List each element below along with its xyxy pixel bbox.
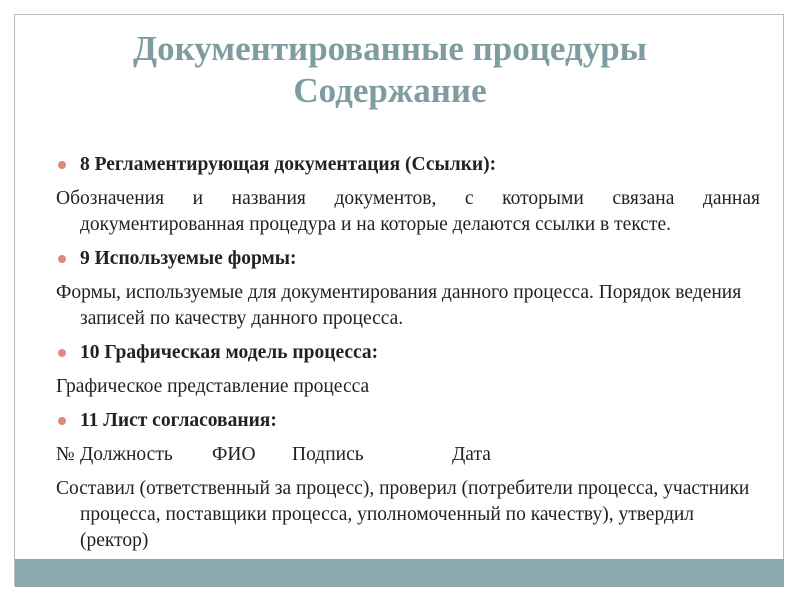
section-heading-text: 10 Графическая модель процесса:	[80, 342, 379, 363]
footer-bar	[15, 559, 784, 587]
section-heading-10	[56, 340, 760, 366]
section-text-8: Обозначения и названия документов, с которыми связана данная документированная процедура и на которые делаются ссылки в тексте.	[56, 188, 760, 235]
column-position: Должность	[80, 444, 173, 465]
section-heading-text: 8 Регламентирующая документация (Ссылки):	[80, 154, 497, 175]
bullet-icon	[58, 417, 66, 425]
section-heading-11	[56, 408, 760, 434]
column-number: №	[56, 444, 75, 465]
slide-content	[56, 152, 760, 562]
section-text-9: Формы, используемые для документирования данного процесса. Порядок ведения записей по качеству данного процесса.	[56, 282, 742, 329]
column-signature: Подпись	[292, 444, 364, 465]
signature-columns	[56, 442, 760, 468]
bullet-icon	[58, 161, 66, 169]
section-text-10: Графическое представление процесса	[56, 376, 370, 397]
section-heading-8	[56, 152, 760, 178]
slide-title	[40, 28, 740, 112]
title-line-1: Документированные процедуры	[133, 29, 647, 68]
bullet-icon	[58, 255, 66, 263]
section-heading-text: 9 Используемые формы:	[80, 248, 297, 269]
title-line-2: Содержание	[293, 71, 487, 110]
section-heading-text: 11 Лист согласования:	[80, 410, 277, 431]
bullet-icon	[58, 349, 66, 357]
section-heading-9	[56, 246, 760, 272]
section-text-11: Составил (ответственный за процесс), проверил (потребители процесса, участники процесса, поставщики процесса, уполномоченный по качеству), утвердил (ректор)	[56, 478, 750, 551]
column-name: ФИО	[212, 444, 256, 465]
column-date: Дата	[452, 444, 491, 465]
